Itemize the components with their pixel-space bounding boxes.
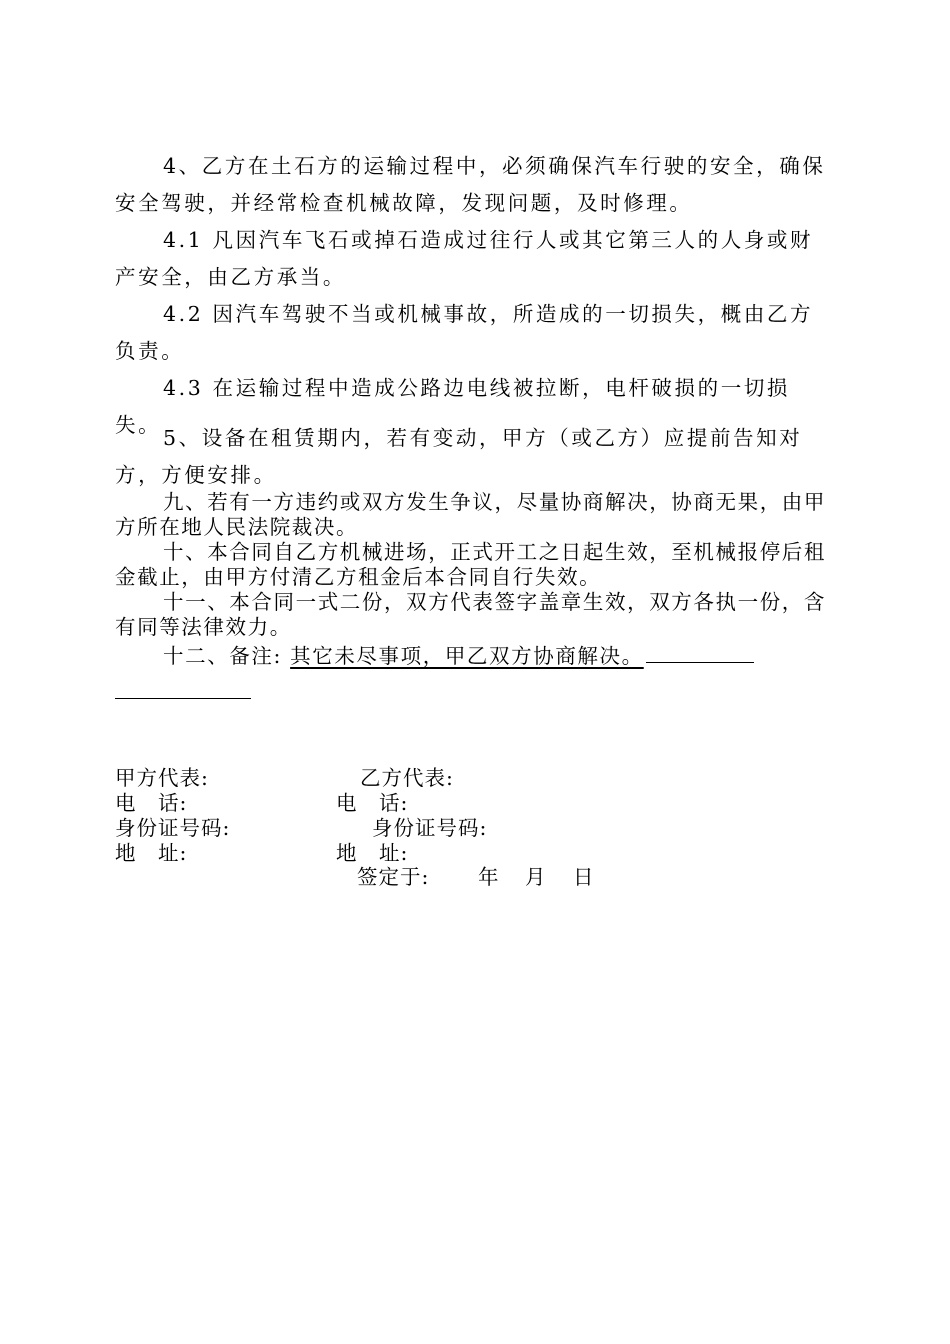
clause-9: 九、若有一方违约或双方发生争议，尽量协商解决，协商无果，由甲方所在地人民法院裁决。 <box>115 490 826 539</box>
remarks-label: 十二、备注: <box>163 644 291 668</box>
party-b-address-label: 地 址: <box>336 841 409 865</box>
clause-4-1: 4.1 凡因汽车飞石或掉石造成过往行人或其它第三人的人身或财产安全，由乙方承当。 <box>115 228 814 289</box>
clause-12 <box>115 640 835 669</box>
remarks-blank-line <box>646 640 754 663</box>
remarks-continuation-line <box>115 698 251 699</box>
party-b-id-label: 身份证号码: <box>372 816 488 840</box>
clause-10: 十、本合同自乙方机械进场，正式开工之日起生效，至机械报停后租金截止，由甲方付清乙方租金后本合同自行失效。 <box>115 540 826 589</box>
clause-4-3: 4.3 在运输过程中造成公路边电线被拉断，电杆破损的一切损失。 <box>115 376 791 437</box>
month-label: 月 <box>525 865 547 889</box>
remarks-note: 其它未尽事项，甲乙双方协商解决。 <box>290 644 644 668</box>
day-label: 日 <box>573 865 595 889</box>
party-a-phone-label: 电 话: <box>115 791 188 815</box>
party-a-rep-label: 甲方代表: <box>115 766 209 790</box>
clause-5: 5、设备在租赁期内，若有变动，甲方（或乙方）应提前告知对方，方便安排。 <box>115 426 803 487</box>
party-a-id-label: 身份证号码: <box>115 816 231 840</box>
year-label: 年 <box>478 865 500 889</box>
party-a-address-label: 地 址: <box>115 841 188 865</box>
party-b-phone-label: 电 话: <box>336 791 409 815</box>
signed-date-label: 签定于: <box>357 865 430 889</box>
clause-4-2: 4.2 因汽车驾驶不当或机械事故，所造成的一切损失，概由乙方负责。 <box>115 302 814 363</box>
party-b-rep-label: 乙方代表: <box>360 766 454 790</box>
clause-4: 4、乙方在土石方的运输过程中，必须确保汽车行驶的安全，确保安全驾驶，并经常检查机械故障，发现问题，及时修理。 <box>115 154 826 215</box>
clause-11: 十一、本合同一式二份，双方代表签字盖章生效，双方各执一份，含有同等法律效力。 <box>115 590 826 639</box>
